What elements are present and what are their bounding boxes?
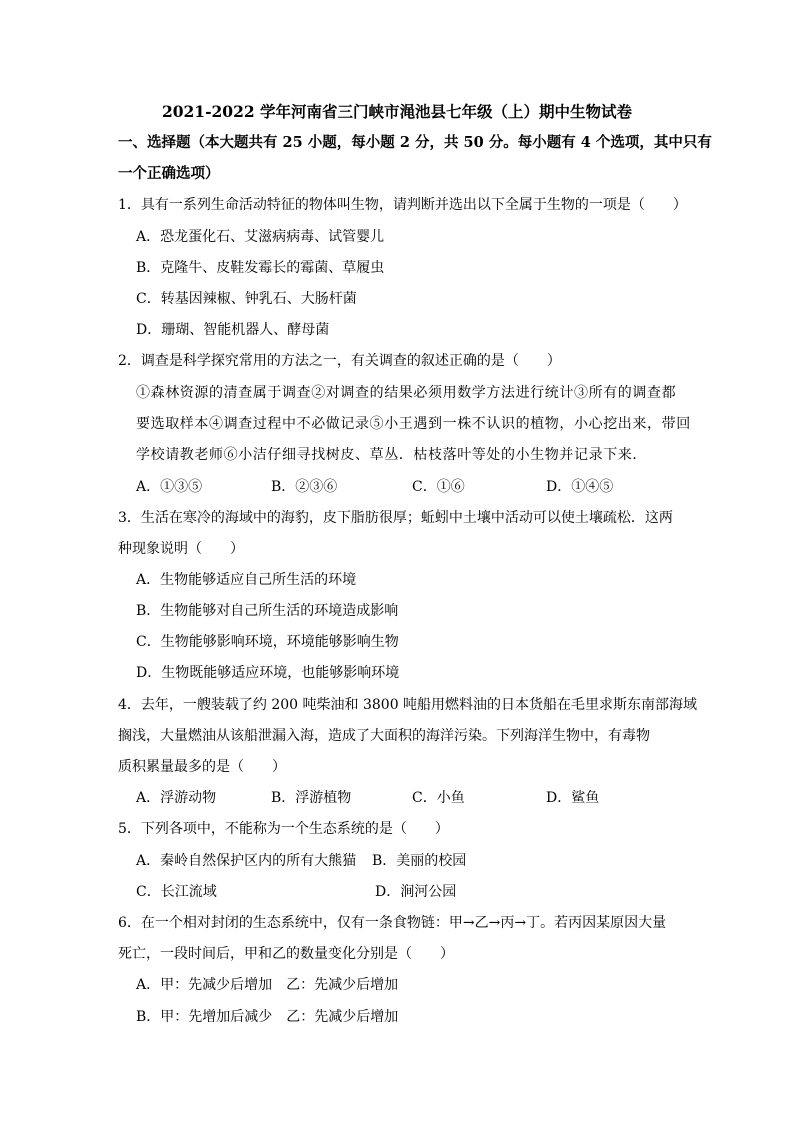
q6-stem-line-2: 死亡，一段时间后，甲和乙的数量变化分别是（ ） [118, 946, 454, 962]
q5-option-c: C．长江流域 [136, 884, 217, 900]
q5-option-b: B．美丽的校园 [372, 853, 467, 869]
q3-stem-line-2: 种现象说明（ ） [118, 541, 244, 557]
q4-stem-line-2: 搁浅，大量燃油从该船泄漏入海，造成了大面积的海洋污染。下列海洋生物中，有毒物 [118, 728, 650, 744]
q4-stem-line-3: 质积累量最多的是（ ） [118, 759, 286, 775]
exam-title: 2021-2022 学年河南省三门峡市渑池县七年级（上）期中生物试卷 [161, 102, 633, 121]
q2-option-d: D．①④⑤ [546, 479, 614, 495]
q2-option-a: A．①③⑤ [136, 479, 203, 495]
q4-option-a: A．浮游动物 [136, 790, 217, 806]
q2-body-line-1: ①森林资源的清查属于调查②对调查的结果必须用数学方法进行统计③所有的调查都 [136, 385, 677, 401]
q4-stem-line-1: 4．去年，一艘装载了约 200 吨柴油和 3800 吨船用燃料油的日本货船在毛里求斯东南部海域 [118, 697, 698, 713]
q2-option-b: B．②③⑥ [271, 479, 338, 495]
q5-option-a: A．秦岭自然保护区内的所有大熊猫 [136, 853, 357, 869]
q4-option-b: B．浮游植物 [271, 790, 352, 806]
q2-option-c: C．①⑥ [412, 479, 465, 495]
q1-option-c: C．转基因辣椒、钟乳石、大肠杆菌 [136, 291, 357, 307]
q4-option-d: D．鲨鱼 [546, 790, 600, 806]
q3-stem-line-1: 3．生活在寒冷的海域中的海豹，皮下脂肪很厚；蚯蚓中土壤中活动可以使土壤疏松．这两 [118, 510, 673, 526]
q3-option-c: C．生物能够影响环境，环境能够影响生物 [136, 634, 399, 650]
q1-option-b: B．克隆牛、皮鞋发霉长的霉菌、草履虫 [136, 260, 385, 276]
q6-option-a: A．甲：先减少后增加 乙：先减少后增加 [136, 977, 399, 993]
q3-option-a: A．生物能够适应自己所生活的环境 [136, 572, 357, 588]
q6-option-b: B．甲：先增加后减少 乙：先减少后增加 [136, 1009, 399, 1025]
q1-option-d: D．珊瑚、智能机器人、酵母菌 [136, 322, 330, 338]
q4-option-c: C．小鱼 [412, 790, 465, 806]
q1-stem: 1．具有一系列生命活动特征的物体叫生物，请判断并选出以下全属于生物的一项是（ ） [118, 197, 687, 213]
section-heading-line-2: 一个正确选项） [118, 165, 220, 182]
q3-option-d: D．生物既能够适应环境，也能够影响环境 [136, 665, 400, 681]
q1-option-a: A．恐龙蛋化石、艾滋病病毒、试管婴儿 [136, 229, 385, 245]
q5-stem: 5．下列各项中，不能称为一个生态系统的是（ ） [118, 821, 449, 837]
section-heading-line-1: 一、选择题（本大题共有 25 小题，每小题 2 分，共 50 分。每小题有 4 个选项，其中只有 [118, 134, 712, 151]
q2-body-line-3: 学校请教老师⑥小洁仔细寻找树皮、草丛．枯枝落叶等处的小生物并记录下来． [136, 447, 647, 463]
q2-stem: 2．调查是科学探究常用的方法之一，有关调查的叙述正确的是（ ） [118, 353, 561, 369]
q5-option-d: D．涧河公园 [375, 884, 457, 900]
q6-stem-line-1: 6．在一个相对封闭的生态系统中，仅有一条食物链：甲→乙→丙→丁。若丙因某原因大量 [118, 915, 667, 931]
q3-option-b: B．生物能够对自己所生活的环境造成影响 [136, 603, 399, 619]
q2-body-line-2: 要选取样本④调查过程中不必做记录⑤小王遇到一株不认识的植物，小心挖出来，带回 [136, 416, 691, 432]
